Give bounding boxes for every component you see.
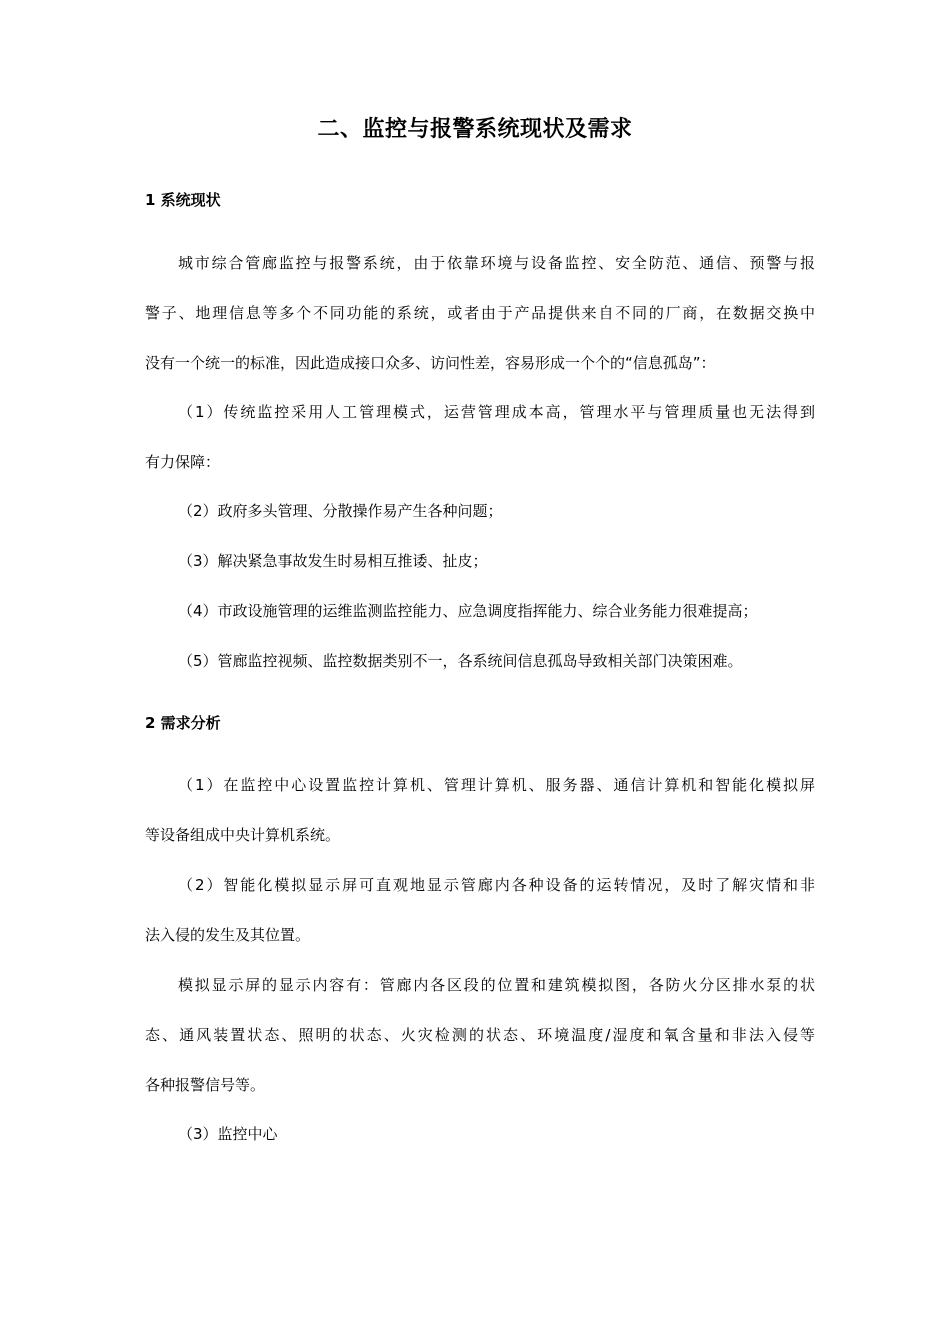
paragraph-line: （3）解决紧急事故发生时易相互推诿、扯皮； [178, 552, 488, 570]
paragraph-line: （4）市政设施管理的运维监测监控能力、应急调度指挥能力、综合业务能力很难提高； [178, 602, 758, 620]
paragraph [145, 387, 815, 487]
paragraph-line: 等设备组成中央计算机系统。 [145, 826, 341, 844]
paragraph [145, 586, 815, 636]
paragraph [145, 760, 815, 860]
paragraph-line: （2）政府多头管理、分散操作易产生各种问题； [178, 502, 503, 520]
paragraph-line: 有力保障： [145, 453, 221, 471]
paragraph [145, 536, 815, 586]
paragraph-line: 态、通风装置状态、照明的状态、火灾检测的状态、环境温度/湿度和氧含量和非法入侵等 [145, 1026, 815, 1044]
page-title: 二、监控与报警系统现状及需求 [317, 117, 633, 142]
paragraph [145, 238, 815, 388]
paragraph-line: 警子、地理信息等多个不同功能的系统，或者由于产品提供来自不同的厂商，在数据交换中 [145, 304, 815, 322]
paragraph [145, 636, 815, 686]
paragraph [145, 486, 815, 536]
paragraph [145, 860, 815, 960]
section-heading-status: 1 系统现状 [145, 191, 221, 209]
paragraph-line: 各种报警信号等。 [145, 1076, 266, 1094]
paragraph-line: （2）智能化模拟显示屏可直观地显示管廊内各种设备的运转情况，及时了解灾情和非 [178, 876, 815, 894]
paragraph-line: 城市综合管廊监控与报警系统，由于依靠环境与设备监控、安全防范、通信、预警与报 [178, 254, 815, 272]
section-heading-requirements: 2 需求分析 [145, 714, 221, 732]
paragraph [145, 1109, 815, 1159]
paragraph-line: （1）在监控中心设置监控计算机、管理计算机、服务器、通信计算机和智能化模拟屏 [178, 776, 815, 794]
paragraph-line: 法入侵的发生及其位置。 [145, 926, 311, 944]
paragraph [145, 960, 815, 1110]
paragraph-line: 没有一个统一的标准，因此造成接口众多、访问性差，容易形成一个个的“信息孤岛”： [145, 354, 716, 372]
paragraph-line: （1）传统监控采用人工管理模式，运营管理成本高，管理水平与管理质量也无法得到 [178, 403, 815, 421]
paragraph-line: 模拟显示屏的显示内容有：管廊内各区段的位置和建筑模拟图，各防火分区排水泵的状 [178, 976, 815, 994]
paragraph-line: （5）管廊监控视频、监控数据类别不一，各系统间信息孤岛导致相关部门决策困难。 [178, 652, 743, 670]
paragraph-line: （3）监控中心 [178, 1125, 278, 1143]
